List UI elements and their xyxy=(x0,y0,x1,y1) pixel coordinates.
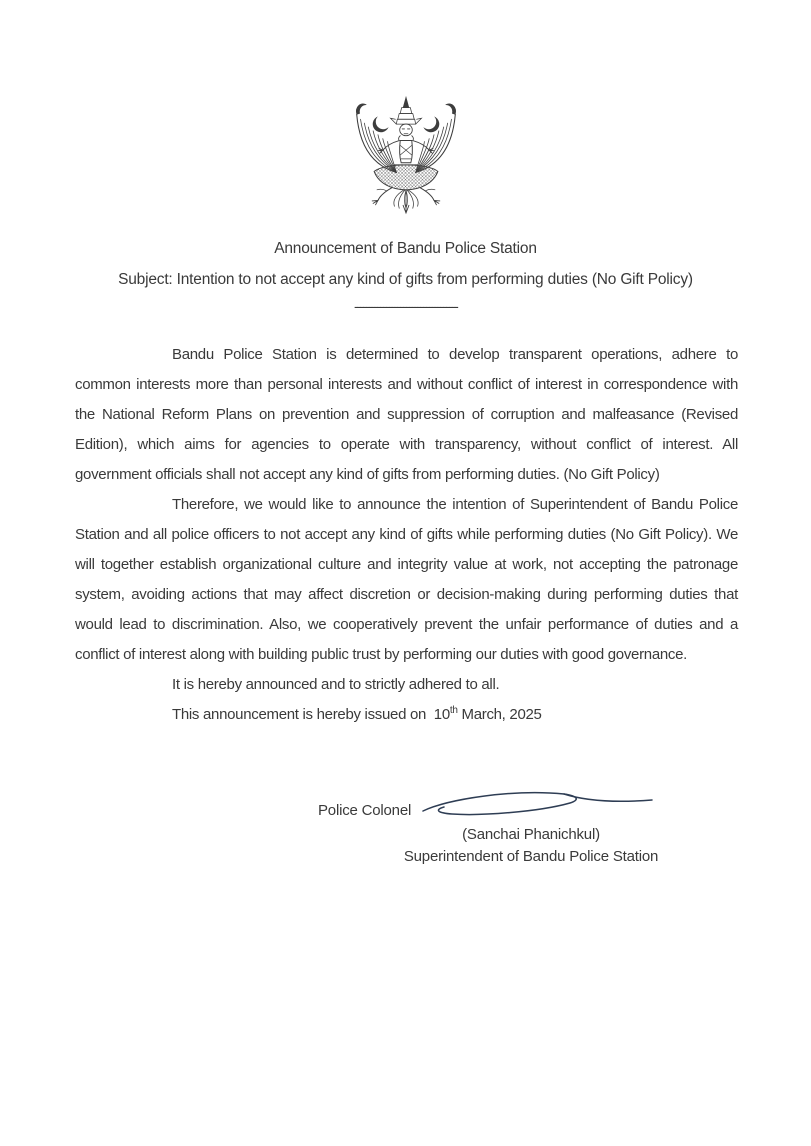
issued-date-ordinal: th xyxy=(449,705,458,716)
document-subject: Subject: Intention to not accept any kind of gifts from performing duties (No Gift Policy) xyxy=(118,271,693,288)
closing-line: It is hereby announced and to strictly adhered to all. xyxy=(172,676,500,693)
garuda-emblem xyxy=(0,95,811,217)
issued-date-suffix: March, 2025 xyxy=(457,706,542,723)
handwritten-signature xyxy=(418,786,658,822)
document-body xyxy=(75,340,738,730)
paragraph-1: Bandu Police Station is determined to develop transparent operations, adhere to common interests more than personal interests and without conflict of interest in correspondence with the National Reform Plans on prevention and suppression of corruption and malfeasance (Revised Edition), which aims for agencies to operate with transparency, without conflict of interest. All government officials shall not accept any kind of gifts from performing duties. (No Gift Policy) xyxy=(75,346,738,483)
document-title: Announcement of Bandu Police Station xyxy=(274,240,537,257)
signer-rank: Police Colonel xyxy=(318,802,412,819)
divider-dashes: ------------------------------------ xyxy=(353,298,458,314)
issued-date-line xyxy=(75,700,738,730)
garuda-emblem-graphic xyxy=(348,95,464,217)
paragraph-2: Therefore, we would like to announce the intention of Superintendent of Bandu Police Station and all police officers to not accept any kind of gifts while performing duties (No Gift Policy). We will together establish organizational culture and integrity value at work, not accepting the patronage system, avoiding actions that may affect discretion or decision-making during performing duties that would lead to discrimination. Also, we cooperatively prevent the unfair performance of duties and a conflict of interest along with building public trust by performing our duties with good governance. xyxy=(75,496,738,663)
issued-date-prefix: This announcement is hereby issued on 10 xyxy=(172,706,450,723)
signer-name: (Sanchai Phanichkul) xyxy=(462,826,600,843)
signature-block xyxy=(0,786,811,886)
signer-position: Superintendent of Bandu Police Station xyxy=(403,848,659,865)
